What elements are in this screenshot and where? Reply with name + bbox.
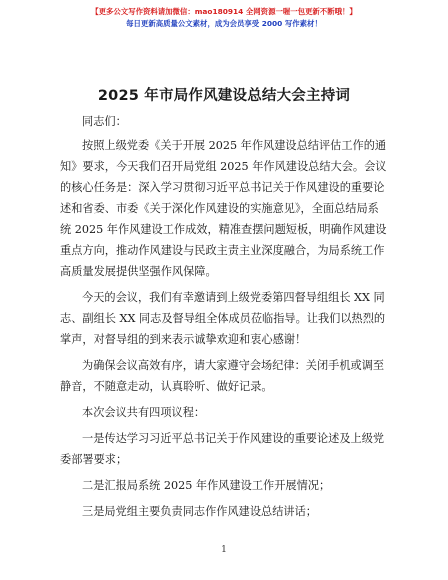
header-banner	[0, 6, 448, 30]
paragraph-guests: 今天的会议，我们有幸邀请到上级党委第四督导组组长 XX 同志、副组长 XX 同志及督导组全体成员莅临指导。让我们以热烈的掌声，对督导组的到来表示诚挚欢迎和衷心感谢！	[60, 291, 386, 346]
paragraph-agenda-intro: 本次会议共有四项议程：	[82, 406, 206, 419]
document-body	[60, 111, 390, 522]
document-title: 2025 年市局作风建设总结大会主持词	[97, 88, 351, 104]
page-number: 1	[221, 545, 227, 555]
banner-line-promo: 【更多公文写作资料请加微信：mao180914 全网资源一喔一包更新不断哦！】	[91, 7, 357, 16]
paragraph-intro: 按照上级党委《关于开展 2025 年作风建设总结评估工作的通知》要求，今天我们召开局党组 2025 年作风建设总结大会。会议的核心任务是：深入学习贯彻习近平总书记关于作风建设的重要论述和省委、市委《关于深化作风建设的实施意见》，全面总结局系统 2025 年作风建设工作成效，精准查摆问题短板，明确作风建设重点方向，推动作风建设与民政主责主业深度融合，为局系统工作高质量发展提供坚强作风保障。	[60, 139, 387, 278]
banner-line-update: 每日更新高质量公文素材，成为会员享受 2000 写作素材！	[126, 19, 322, 28]
agenda-item-1: 一是传达学习习近平总书记关于作风建设的重要论述及上级党委部署要求；	[60, 432, 385, 466]
agenda-item-2: 二是汇报局系统 2025 年作风建设工作开展情况；	[82, 479, 331, 492]
paragraph-discipline: 为确保会议高效有序，请大家遵守会场纪律：关闭手机或调至静音，不随意走动，认真聆听、做好记录。	[60, 359, 385, 393]
agenda-item-3: 三是局党组主要负责同志作作风建设总结讲话；	[82, 505, 317, 518]
salutation: 同志们：	[82, 115, 127, 128]
